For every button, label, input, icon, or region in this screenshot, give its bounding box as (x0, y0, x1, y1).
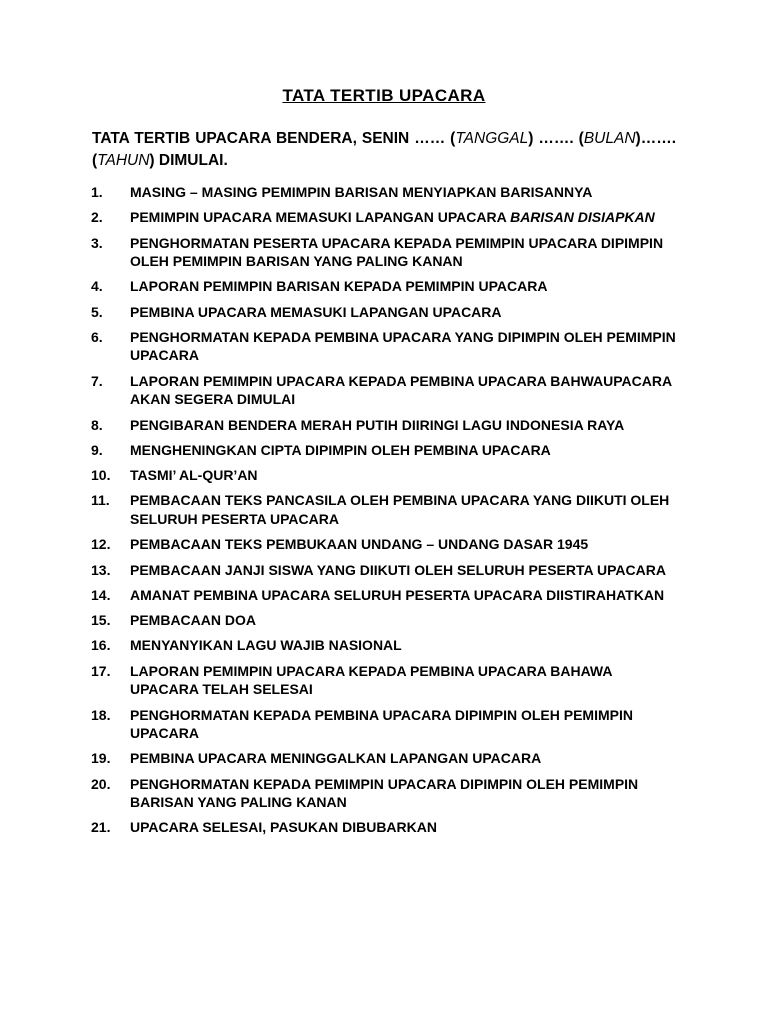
list-item-text-plain: PEMIMPIN UPACARA MEMASUKI LAPANGAN UPACARA (130, 209, 511, 226)
list-item-text-plain: UPACARA SELESAI, PASUKAN DIBUBARKAN (130, 819, 437, 836)
list-item (91, 611, 681, 630)
list-item-text-plain: TASMI’ AL-QUR’AN (130, 467, 258, 484)
list-item-text (130, 416, 681, 435)
list-item-text-plain: AMANAT PEMBINA UPACARA SELURUH PESERTA UPACARA DIISTIRAHATKAN (130, 586, 665, 603)
list-item-text (130, 441, 681, 460)
intro-tahun-placeholder: TAHUN (97, 152, 150, 169)
list-item-text-plain: PENGHORMATAN KEPADA PEMBINA UPACARA YANG DIPIMPIN OLEH PEMIMPIN UPACARA (130, 328, 676, 364)
ceremony-order-list (91, 183, 681, 844)
list-item-text (130, 611, 681, 630)
list-item (91, 466, 681, 485)
list-item-text-plain: LAPORAN PEMIMPIN UPACARA KEPADA PEMBINA UPACARA BAHAWA UPACARA TELAH SELESAI (130, 662, 612, 698)
list-item (91, 208, 681, 227)
list-item-text-plain: MENYANYIKAN LAGU WAJIB NASIONAL (130, 637, 402, 654)
list-item-text (130, 818, 681, 837)
list-item-text (130, 372, 681, 409)
list-item-number: 12. (91, 536, 111, 553)
list-item-number: 4. (91, 278, 103, 295)
list-item-text (130, 491, 681, 528)
list-item-number: 16. (91, 637, 111, 654)
list-item-number: 19. (91, 750, 111, 767)
list-item-number: 6. (91, 328, 103, 345)
list-item (91, 775, 681, 812)
list-item-number: 15. (91, 612, 111, 629)
intro-text-part-1: TATA TERTIB UPACARA BENDERA, SENIN …… ( (92, 130, 456, 147)
intro-text-part-2: ) ……. ( (528, 130, 584, 147)
list-item-text (130, 277, 681, 296)
list-item-number: 21. (91, 819, 111, 836)
list-item (91, 706, 681, 743)
intro-bulan-placeholder: BULAN (583, 130, 636, 147)
list-item-text (130, 636, 681, 655)
list-item-number: 1. (91, 184, 103, 200)
list-item-text-plain: LAPORAN PEMIMPIN UPACARA KEPADA PEMBINA UPACARA BAHWAUPACARA AKAN SEGERA DIMULAI (130, 372, 672, 408)
list-item-text-plain: MENGHENINGKAN CIPTA DIPIMPIN OLEH PEMBINA UPACARA (130, 441, 551, 458)
list-item-text-plain: PEMBACAAN JANJI SISWA YANG DIIKUTI OLEH SELURUH PESERTA UPACARA (130, 561, 666, 578)
list-item (91, 234, 681, 271)
list-item (91, 328, 681, 365)
list-item-number: 17. (91, 662, 111, 679)
list-item-text (130, 586, 681, 605)
list-item-text (130, 234, 681, 271)
list-item-number: 10. (91, 467, 111, 484)
list-item (91, 818, 681, 837)
list-item-text (130, 561, 681, 580)
list-item-text-plain: PENGHORMATAN KEPADA PEMIMPIN UPACARA DIPIMPIN OLEH PEMIMPIN BARISAN YANG PALING KANAN (130, 775, 639, 811)
list-item (91, 372, 681, 409)
list-item-text (130, 303, 681, 322)
list-item-text-plain: PEMBINA UPACARA MENINGGALKAN LAPANGAN UPACARA (130, 750, 542, 767)
list-item-number: 2. (91, 209, 103, 226)
list-item-text-italic: BARISAN DISIAPKAN (510, 209, 655, 226)
list-item-text-plain: PENGHORMATAN KEPADA PEMBINA UPACARA DIPIMPIN OLEH PEMIMPIN UPACARA (130, 706, 633, 742)
list-item (91, 277, 681, 296)
list-item-text-plain: MASING – MASING PEMIMPIN BARISAN MENYIAPKAN BARISANNYA (130, 184, 593, 200)
list-item-number: 11. (91, 492, 110, 509)
list-item-text (130, 328, 681, 365)
list-item (91, 491, 681, 528)
list-item-text-plain: PEMBACAAN TEKS PANCASILA OLEH PEMBINA UPACARA YANG DIIKUTI OLEH SELURUH PESERTA UPACARA (130, 492, 670, 527)
list-item-text-plain: LAPORAN PEMIMPIN BARISAN KEPADA PEMIMPIN UPACARA (130, 278, 548, 295)
list-item-number: 7. (91, 372, 103, 389)
list-item (91, 441, 681, 460)
list-item-number: 5. (91, 303, 103, 320)
list-item-text-plain: PENGIBARAN BENDERA MERAH PUTIH DIIRINGI LAGU INDONESIA RAYA (130, 416, 625, 433)
list-item-text-plain: PEMBACAAN TEKS PEMBUKAAN UNDANG – UNDANG DASAR 1945 (130, 536, 589, 553)
list-item-number: 8. (91, 416, 103, 433)
list-item (91, 662, 681, 699)
list-item-text (130, 662, 681, 699)
list-item-text (130, 183, 681, 202)
list-item-text (130, 466, 681, 485)
list-item-text (130, 706, 681, 743)
list-item (91, 561, 681, 580)
list-item (91, 535, 681, 554)
list-item-text-plain: PEMBACAAN DOA (130, 612, 256, 629)
list-item (91, 183, 681, 202)
intro-tanggal-placeholder: TANGGAL (455, 130, 529, 147)
list-item-number: 13. (91, 561, 111, 578)
intro-paragraph (92, 128, 676, 172)
document-title: TATA TERTIB UPACARA (282, 86, 486, 105)
list-item-text (130, 775, 681, 812)
list-item-text (130, 208, 681, 227)
list-item-number: 18. (91, 706, 111, 723)
list-item-text-plain: PENGHORMATAN PESERTA UPACARA KEPADA PEMIMPIN UPACARA DIPIMPIN OLEH PEMIMPIN BARISAN YANG PALING KANAN (130, 234, 664, 270)
list-item (91, 586, 681, 605)
list-item (91, 303, 681, 322)
list-item-text (130, 749, 681, 768)
list-item (91, 749, 681, 768)
list-item-text-plain: PEMBINA UPACARA MEMASUKI LAPANGAN UPACARA (130, 303, 502, 320)
list-item-number: 9. (91, 441, 103, 458)
list-item-number: 3. (91, 234, 103, 251)
list-item (91, 416, 681, 435)
list-item-text (130, 535, 681, 554)
list-item-number: 20. (91, 775, 111, 792)
list-item (91, 636, 681, 655)
intro-text-part-3: )……. ( (92, 130, 676, 169)
intro-text-part-4: ) DIMULAI. (149, 152, 228, 169)
list-item-number: 14. (91, 586, 111, 603)
